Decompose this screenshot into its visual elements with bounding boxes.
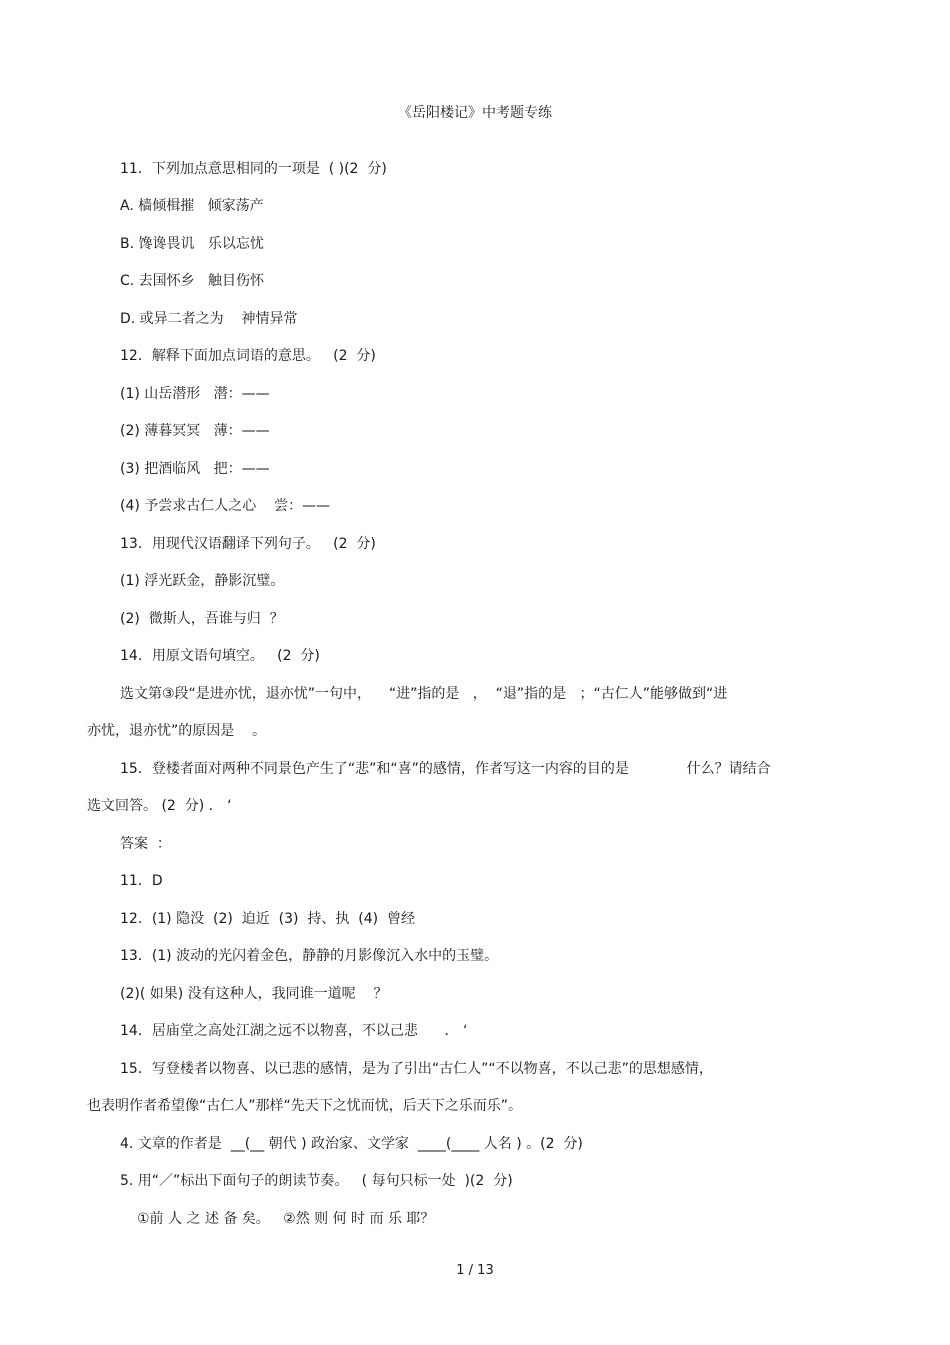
question-14-text-cont: 亦忧，退亦忧”的原因是 。 — [87, 723, 267, 739]
question-14: 14．用原文语句填空。 (2 分) — [120, 648, 320, 664]
question-4: 4. 文章的作者是 __(__ 朝代 ) 政治家、文学家 ____(____ 人名 ) 。(2 分) — [120, 1136, 583, 1152]
question-12-item-4: (4) 予尝求古仁人之心 尝：—— — [120, 498, 331, 514]
question-14-text: 选文第③段“是进亦忧，退亦忧”一句中， “进”指的是 ， “退”指的是 ；“古仁人”能够做到“进 — [120, 686, 728, 702]
question-12-item-1: (1) 山岳潜形 潜：—— — [120, 386, 270, 402]
option-a: A. 樯倾楫摧 倾家荡产 — [120, 198, 264, 214]
option-b: B. 馋谗畏讥 乐以忘忧 — [120, 236, 264, 252]
question-11: 11．下列加点意思相同的一项是 ( )(2 分) — [120, 161, 387, 177]
answer-heading: 答案 ： — [120, 836, 171, 852]
question-13-item-1: (1) 浮光跃金，静影沉璧。 — [120, 573, 285, 589]
question-5-sentences: ①前 人 之 述 备 矣。 ②然 则 何 时 而 乐 耶？ — [137, 1211, 435, 1227]
answer-13-2: (2)( 如果) 没有这种人，我同谁一道呢 ？ — [120, 986, 388, 1002]
question-13-item-2: (2) 微斯人，吾谁与归 ？ — [120, 611, 284, 627]
answer-14: 14．居庙堂之高处江湖之远不以物喜，不以己悲 ． ‘ — [120, 1023, 468, 1039]
answer-11: 11．D — [120, 873, 163, 889]
question-13: 13．用现代汉语翻译下列句子。 (2 分) — [120, 536, 376, 552]
question-12: 12．解释下面加点词语的意思。 (2 分) — [120, 348, 376, 364]
option-c: C. 去国怀乡 触目伤怀 — [120, 273, 265, 289]
answer-15: 15．写登楼者以物喜、以已悲的感情，是为了引出“古仁人”“不以物喜，不以己悲”的思想感情， — [120, 1061, 713, 1077]
answer-15-cont: 也表明作者希望像“古仁人”那样“先天下之忧而忧，后天下之乐而乐”。 — [87, 1098, 523, 1114]
question-12-item-2: (2) 薄暮冥冥 薄：—— — [120, 423, 270, 439]
question-15: 15．登楼者面对两种不同景色产生了“悲”和“喜”的感情，作者写这一内容的目的是 什么？请结合 — [120, 761, 771, 777]
question-15-cont: 选文回答。 (2 分) ． ‘ — [87, 798, 232, 814]
page-title: 《岳阳楼记》中考题专练 — [398, 105, 552, 121]
page-number: 1 / 13 — [456, 1263, 494, 1278]
option-d: D. 或异二者之为 神情异常 — [120, 311, 298, 327]
question-5: 5. 用“／”标出下面句子的朗读节奏。 ( 每句只标一处 )(2 分) — [120, 1173, 513, 1189]
answer-13-1: 13．(1) 波动的光闪着金色，静静的月影像沉入水中的玉璧。 — [120, 948, 499, 964]
question-12-item-3: (3) 把酒临风 把：—— — [120, 461, 270, 477]
answer-12: 12．(1) 隐没 (2) 迫近 (3) 持、执 (4) 曾经 — [120, 911, 415, 927]
